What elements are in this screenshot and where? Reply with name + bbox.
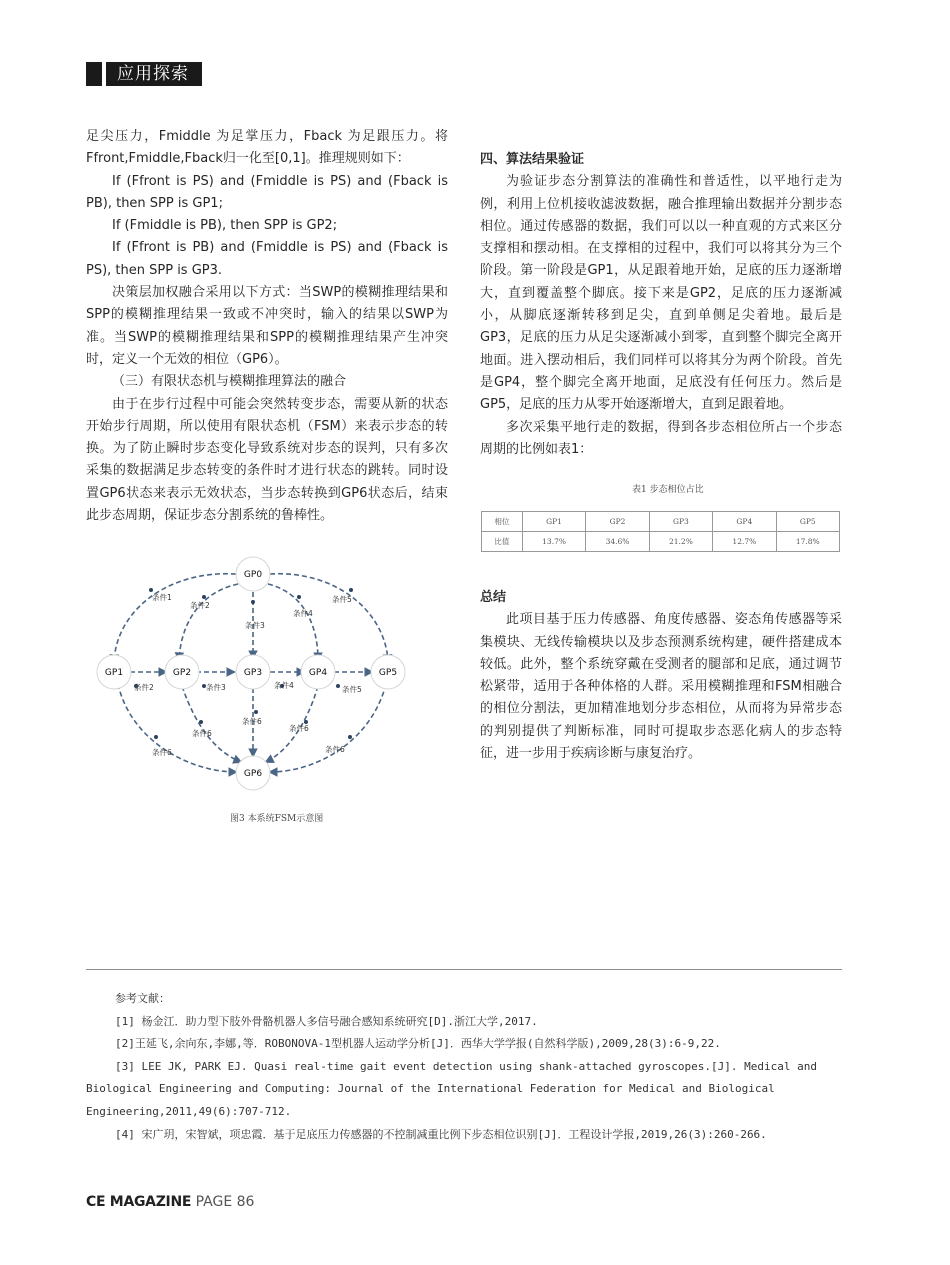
edge-gp0-gp2 [179, 584, 238, 660]
edge-gp0-gp1 [114, 574, 236, 662]
edge-label: 条件4 [293, 609, 313, 618]
table-cell: 34.6% [586, 532, 649, 552]
summary-section [480, 587, 842, 765]
edge-label: 条件6 [192, 729, 212, 738]
node-gp3: GP3 [243, 668, 263, 678]
table-header-row [482, 512, 840, 532]
edge-label: 条件3 [206, 683, 226, 692]
table-cell: GP2 [586, 512, 649, 532]
reference-item: [3] LEE JK, PARK EJ. Quasi real-time gait event detection using shank-attached gyroscopes.[J]. Medical and Biological Engineering and Computing: Journal of the International Federation for Medical and Biological Engineering,2011,49(6):707-712. [86, 1059, 817, 1118]
reference-item: [2]王延飞,余向东,李娜,等．ROBONOVA-1型机器人运动学分析[J]．西华大学学报(自然科学版),2009,28(3):6-9,22. [115, 1037, 721, 1051]
edge-gp5-gp6 [270, 684, 386, 772]
table-cell: 相位 [482, 512, 523, 532]
paragraph: 为验证步态分割算法的准确性和普适性，以平地行走为例，利用上位机接收滤波数据，融合推理输出数据并分割步态相位。通过传感器的数据，我们可以以一种直观的方式来区分支撑相和摆动相。在支撑相的过程中，我们可以将其分为三个阶段。第一阶段是GP1，从足跟着地开始，足底的压力逐渐增大，直到覆盖整个脚底。接下来是GP2，足底的压力逐渐减小，从脚底逐渐转移到足尖，直到单侧足尖着地。最后是GP3，足底的压力从足尖逐渐减小到零，直到整个脚完全离开地面。进入摆动相后，我们同样可以将其分为两个阶段。首先是GP4，整个脚完全离开地面，足底没有任何压力。然后是GP5，足底的压力从零开始逐渐增大，直到足跟着地。 [480, 174, 842, 413]
subheading: （三）有限状态机与模糊推理算法的融合 [112, 374, 347, 390]
right-column [480, 149, 842, 461]
left-column [86, 126, 448, 527]
node-gp5: GP5 [378, 668, 398, 678]
table-cell: 17.8% [776, 532, 839, 552]
references [86, 988, 846, 1146]
edge-label: 条件6 [325, 745, 345, 754]
edge-label: 条件6 [289, 724, 309, 733]
table-cell: 13.7% [522, 532, 585, 552]
node-gp6: GP6 [243, 769, 263, 779]
paragraph: 多次采集平地行走的数据，得到各步态相位所占一个步态周期的比例如表1： [480, 419, 842, 457]
page-number: PAGE 86 [195, 1194, 255, 1210]
fsm-diagram [86, 552, 448, 802]
page-footer [86, 1194, 254, 1210]
table-cell: GP3 [649, 512, 712, 532]
section-label: 应用探索 [106, 62, 202, 86]
table-cell: 比值 [482, 532, 523, 552]
gait-phase-table [481, 511, 840, 552]
table-row [482, 532, 840, 552]
magazine-name: CE MAGAZINE [86, 1194, 192, 1210]
edge-gp2-gp6 [182, 686, 241, 762]
edge-label: 条件1 [152, 593, 172, 602]
node-gp1: GP1 [104, 668, 124, 678]
edge-label: 条件6 [242, 717, 262, 726]
edge-label: 条件6 [152, 748, 172, 757]
edge-gp0-gp4 [268, 584, 318, 660]
table-cell: GP1 [522, 512, 585, 532]
paragraph: 足尖压力，Fmiddle 为足掌压力，Fback 为足跟压力。将Ffront,Fmiddle,Fback归一化至[0,1]。推理规则如下： [86, 129, 448, 167]
figure-caption: 图3 本系统FSM示意图 [230, 814, 324, 824]
edge-label: 条件5 [332, 595, 352, 604]
rule-1: If (Ffront is PS) and (Fmiddle is PS) and (Fback is PB), then SPP is GP1; [86, 173, 448, 211]
paragraph: 由于在步行过程中可能会突然转变步态，需要从新的状态开始步行周期，所以使用有限状态机（FSM）来表示步态的转换。为了防止瞬时步态变化导致系统对步态的误判，只有多次采集的数据满足步态转变的条件时才进行状态的跳转。同时设置GP6状态来表示无效状态，当步态转换到GP6状态后，结束此步态周期，保证步态分割系统的鲁棒性。 [86, 396, 448, 524]
table-cell: GP4 [713, 512, 776, 532]
section-heading: 四、算法结果验证 [480, 152, 585, 167]
references-title: 参考文献： [115, 992, 170, 1005]
header-block-icon [86, 62, 102, 86]
edge-gp1-gp6 [118, 684, 236, 772]
edge-label: 条件2 [190, 601, 210, 610]
rule-3: If (Ffront is PB) and (Fmiddle is PS) and (Fback is PS), then SPP is GP3. [86, 240, 448, 278]
summary-heading: 总结 [480, 590, 507, 605]
rule-2: If (Fmiddle is PB), then SPP is GP2; [112, 218, 338, 234]
reference-item: [4] 宋广玥，宋智斌，项忠霞．基于足底压力传感器的不控制减重比例下步态相位识别[J]．工程设计学报,2019,26(3):260-266. [115, 1127, 767, 1141]
edge-label: 条件2 [134, 683, 154, 692]
reference-item: [1] 杨金江．助力型下肢外骨骼机器人多信号融合感知系统研究[D].浙江大学,2017. [115, 1014, 538, 1028]
node-gp2: GP2 [172, 668, 192, 678]
edge-label: 条件4 [274, 681, 294, 690]
node-gp0: GP0 [243, 570, 263, 580]
table-cell: 12.7% [713, 532, 776, 552]
table-cell: 21.2% [649, 532, 712, 552]
table-caption: 表1 步态相位占比 [632, 485, 704, 495]
edge-label: 条件3 [245, 621, 265, 630]
divider [86, 969, 842, 970]
edge-label: 条件5 [342, 685, 362, 694]
edge-gp0-gp5 [270, 574, 388, 662]
section-header [86, 62, 202, 86]
paragraph: 决策层加权融合采用以下方式：当SWP的模糊推理结果和SPP的模糊推理结果一致或不冲突时，输入的结果以SWP为准。当SWP的模糊推理结果和SPP的模糊推理结果产生冲突时，定义一个无效的相位（GP6）。 [86, 285, 448, 367]
node-gp4: GP4 [308, 668, 328, 678]
paragraph: 此项目基于压力传感器、角度传感器、姿态角传感器等采集模块、无线传输模块以及步态预测系统构建，硬件搭建成本较低。此外，整个系统穿戴在受测者的腿部和足底，通过调节松紧带，适用于各种体格的人群。采用模糊推理和FSM相融合的相位分割法，更加精准地划分步态相位，从而将为异常步态的判别提供了判断标准，同时可提取步态恶化病人的步态特征，进一步用于疾病诊断与康复治疗。 [480, 612, 842, 762]
table-cell: GP5 [776, 512, 839, 532]
